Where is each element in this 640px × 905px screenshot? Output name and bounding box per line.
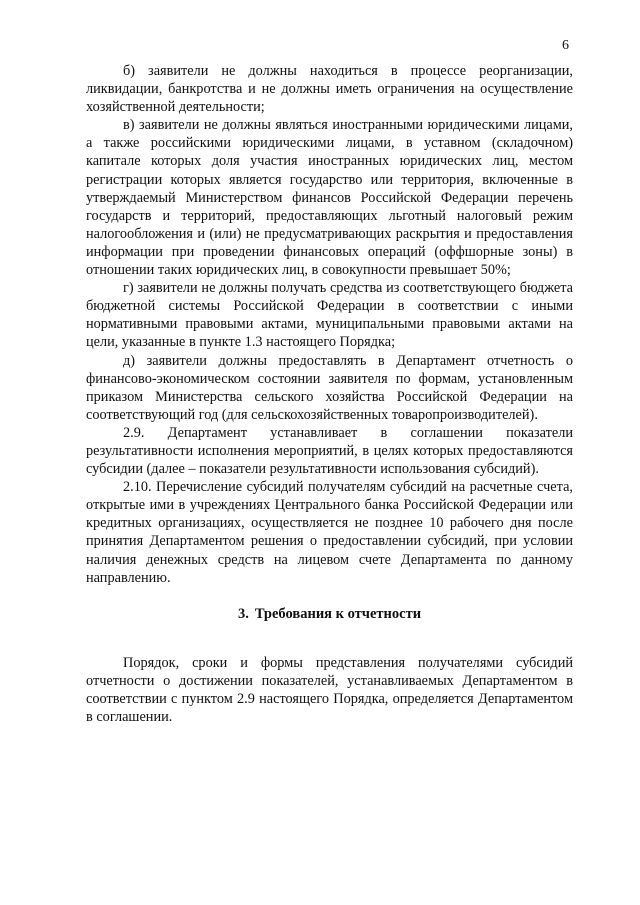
section-number: 3. (237, 605, 249, 622)
paragraph-2-10: 2.10. Перечисление субсидий получателям субсидий на расчетные счета, открытые ими в учреждениях Центрального банка Российской Федерации или кредитных организациях, осуществляется не позднее 10 рабочего дня после принятия Департаментом решения о предоставлении субсидий, при условии наличия денежных средств на лицевом счете Департамента по данному направлению. (86, 479, 573, 586)
paragraph-v: в) заявители не должны являться иностранными юридическими лицами, а также российскими юридическими лицами, в уставном (складочном) капитале которых доля участия иностранных юридических лиц, местом регистрации которых является государство или территория, включенные в утверждаемый Министерством финансов Российской Федерации перечень государств и территорий, предоставляющих льготный налоговый режим налогообложения и (или) не предусматривающих раскрытия и предоставления информации при проведении финансовых операций (оффшорные зоны) в отношении таких юридических лиц, в совокупности превышает 50%; (86, 117, 573, 279)
paragraph-g: г) заявители не должны получать средства из соответствующего бюджета бюджетной системы Российской Федерации в соответствии с иными нормативными правовыми актами, муниципальными правовыми актами на цели, указанные в пункте 1.3 настоящего Порядка; (86, 280, 573, 351)
paragraph-b: б) заявители не должны находиться в процессе реорганизации, ликвидации, банкротства и не должны иметь ограничения на осуществление хозяйственной деятельности; (86, 63, 573, 116)
paragraph-reporting: Порядок, сроки и формы представления получателями субсидий отчетности о достижении показателей, устанавливаемых Департаментом в соответствии с пунктом 2.9 настоящего Порядка, определяется Департаментом в соглашении. (86, 654, 573, 725)
paragraph-d: д) заявители должны предоставлять в Департамент отчетность о финансово-экономическом состоянии заявителя по формам, установленным приказом Министерства сельского хозяйства Российской Федерации на соответствующий год (для сельскохозяйственных товаропроизводителей). (86, 352, 573, 423)
section-title: Требования к отчетности (254, 605, 422, 622)
page-number: 6 (562, 38, 569, 53)
paragraph-2-9: 2.9. Департамент устанавливает в соглашении показатели результативности исполнения мероприятий, в целях которых предоставляются субсидии (далее – показатели результативности использования субсидий). (86, 424, 573, 478)
section-heading (86, 587, 573, 654)
document-body (86, 62, 573, 726)
